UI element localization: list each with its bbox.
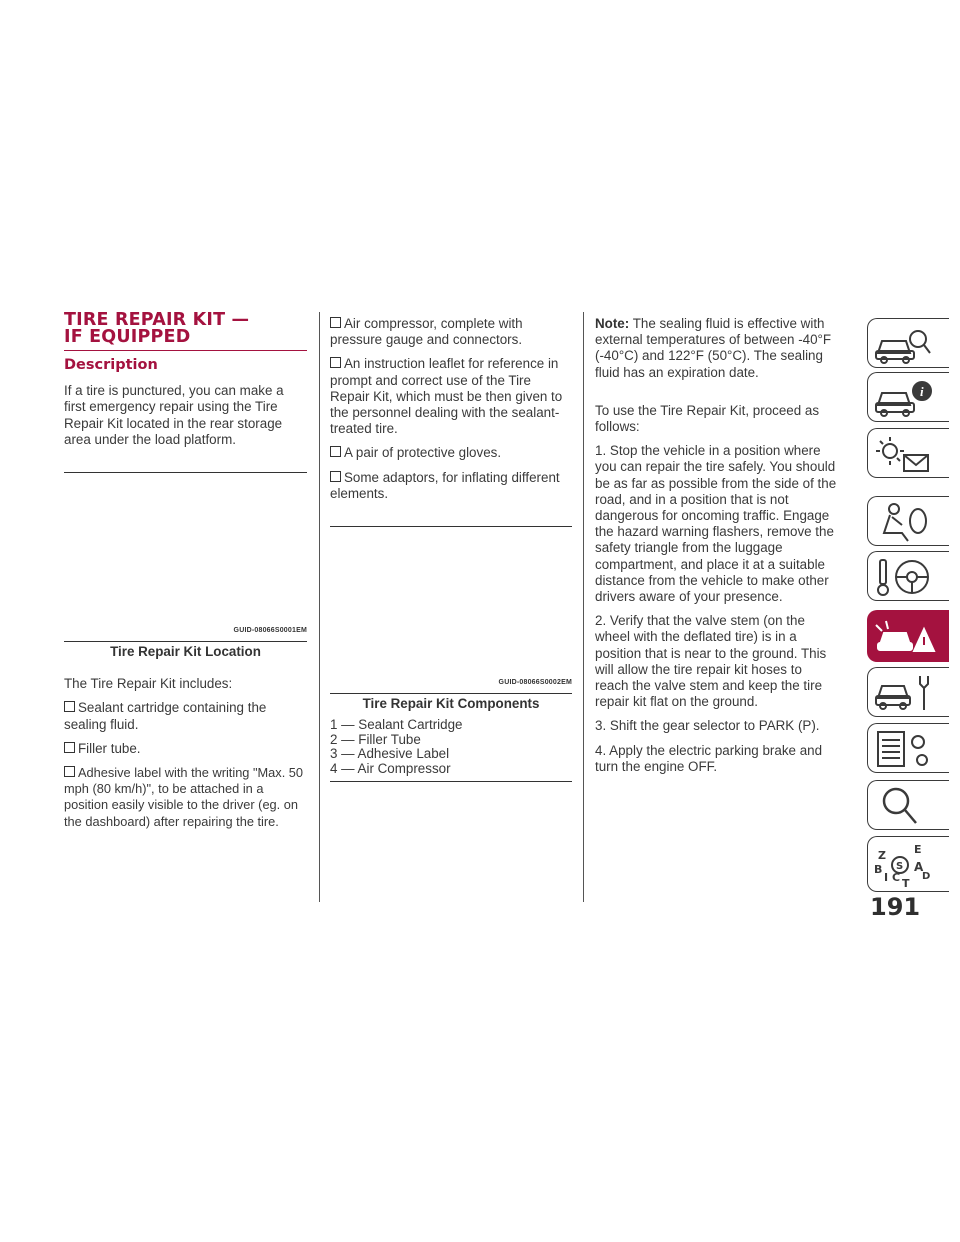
step-1: 1. Stop the vehicle in a position where you can repair the tire safely. You should be as far as possible from the side of the road, and in a position that is not dangerous for oncoming traffic. Engage the hazard warning flashers, remove the safety triangle from the luggage compartment, and place it at a suitable distance from the vehicle to make other drivers aware of your presence. bbox=[595, 443, 837, 605]
alphabet-index-icon bbox=[872, 841, 936, 889]
step-4: 4. Apply the electric parking brake and turn the engine OFF. bbox=[595, 742, 823, 774]
title-line-2: IF EQUIPPED bbox=[64, 327, 191, 347]
page-number: 191 bbox=[870, 893, 921, 921]
tab-servicing-and-maintenance[interactable] bbox=[867, 667, 949, 717]
tab-safety[interactable] bbox=[867, 496, 949, 546]
column-3 bbox=[595, 316, 838, 783]
step-2: 2. Verify that the valve stem (on the wheel with the deflated tire) is in a position that is near to the ground. This will allow the tire repair kit hoses to reach the valve stem and keep the tire repair kit flat on the ground. bbox=[595, 613, 827, 710]
list-item: Some adaptors, for inflating different elements. bbox=[330, 469, 560, 501]
magnifier-icon bbox=[872, 785, 936, 827]
tab-starting-and-operating[interactable] bbox=[867, 551, 949, 601]
title-rule bbox=[64, 350, 307, 351]
list-item: Sealant cartridge containing the sealing fluid. bbox=[64, 700, 267, 732]
tab-index[interactable] bbox=[867, 836, 949, 892]
legend-item: 2 — Filler Tube bbox=[330, 731, 421, 747]
checkbox-bullet-icon bbox=[64, 766, 75, 777]
column-divider bbox=[583, 312, 584, 902]
checkbox-bullet-icon bbox=[64, 701, 75, 712]
includes-heading: The Tire Repair Kit includes: bbox=[64, 676, 233, 692]
tab-getting-to-know-vehicle[interactable] bbox=[867, 318, 949, 368]
checkbox-bullet-icon bbox=[64, 742, 75, 753]
svg-text:E: E bbox=[914, 843, 922, 856]
svg-text:Z: Z bbox=[878, 849, 886, 862]
figure-caption: Tire Repair Kit Components bbox=[362, 696, 540, 712]
column-1 bbox=[64, 312, 307, 838]
figure-legend bbox=[330, 718, 572, 782]
svg-text:D: D bbox=[922, 871, 931, 882]
tab-multimedia[interactable] bbox=[867, 780, 949, 830]
svg-text:i: i bbox=[920, 384, 924, 399]
car-wrench-icon bbox=[872, 672, 936, 714]
figure-caption: Tire Repair Kit Location bbox=[110, 644, 261, 660]
figure-code: GUID-08066S0002EM bbox=[498, 678, 572, 686]
section-subtitle: Description bbox=[64, 357, 158, 373]
car-search-icon bbox=[872, 323, 936, 365]
list-item: An instruction leaflet for reference in prompt and correct use of the Tire Repair Kit, which must be then given to the personnel dealing with the sealant-treated tire. bbox=[330, 356, 563, 437]
emergency-car-icon bbox=[872, 615, 936, 657]
checkbox-bullet-icon bbox=[330, 357, 341, 368]
car-info-icon bbox=[872, 377, 936, 419]
svg-text:A: A bbox=[914, 860, 924, 874]
list-item: Filler tube. bbox=[64, 741, 307, 757]
section-title bbox=[64, 312, 307, 346]
list-item: A pair of protective gloves. bbox=[330, 445, 572, 461]
step-3: 3. Shift the gear selector to PARK (P). bbox=[595, 718, 820, 734]
list-item: Adhesive label with the writing "Max. 50 mph (80 km/h)", to be attached in a position easily visible to the driver (eg. on the dashboard) after repairing the tire. bbox=[64, 765, 304, 829]
tab-getting-to-know-instrument-panel[interactable] bbox=[867, 372, 949, 422]
figure-tire-repair-kit-components bbox=[330, 526, 572, 694]
figure-tire-repair-kit-location bbox=[64, 472, 307, 642]
checkbox-bullet-icon bbox=[330, 471, 341, 482]
title-line-1: TIRE REPAIR KIT — bbox=[64, 310, 250, 330]
list-item: Air compressor, complete with pressure gauge and connectors. bbox=[330, 316, 523, 348]
svg-text:C: C bbox=[892, 871, 901, 884]
legend-item: 4 — Air Compressor bbox=[330, 760, 451, 776]
svg-text:S: S bbox=[896, 861, 904, 872]
svg-text:B: B bbox=[874, 863, 883, 876]
note-label: Note: bbox=[595, 316, 630, 331]
column-divider bbox=[319, 312, 320, 902]
svg-text:I: I bbox=[884, 871, 889, 884]
checkbox-bullet-icon bbox=[330, 446, 341, 457]
warning-lights-icon bbox=[872, 433, 936, 475]
svg-text:T: T bbox=[902, 877, 910, 889]
procedure-intro: To use the Tire Repair Kit, proceed as follows: bbox=[595, 402, 820, 435]
note-paragraph: Note: The sealing fluid is effective with external temperatures of between -40°F (-40°C) and 122°F (50°C). The sealing fluid has an expiration date. bbox=[595, 316, 832, 380]
column-2 bbox=[330, 316, 572, 782]
steering-key-icon bbox=[872, 556, 936, 598]
figure-code: GUID-08066S0001EM bbox=[233, 626, 307, 634]
tab-warning-lights[interactable] bbox=[867, 428, 949, 478]
legend-item: 3 — Adhesive Label bbox=[330, 746, 450, 762]
tab-technical-specifications[interactable] bbox=[867, 723, 949, 773]
intro-paragraph: If a tire is punctured, you can make a first emergency repair using the Tire Repair Kit located in the rear storage area under the load platform. bbox=[64, 383, 284, 447]
tab-in-case-of-emergency[interactable] bbox=[867, 610, 949, 662]
airbag-seat-icon bbox=[872, 501, 936, 543]
legend-item: 1 — Sealant Cartridge bbox=[330, 717, 463, 733]
specs-gear-icon bbox=[872, 728, 936, 770]
checkbox-bullet-icon bbox=[330, 317, 341, 328]
